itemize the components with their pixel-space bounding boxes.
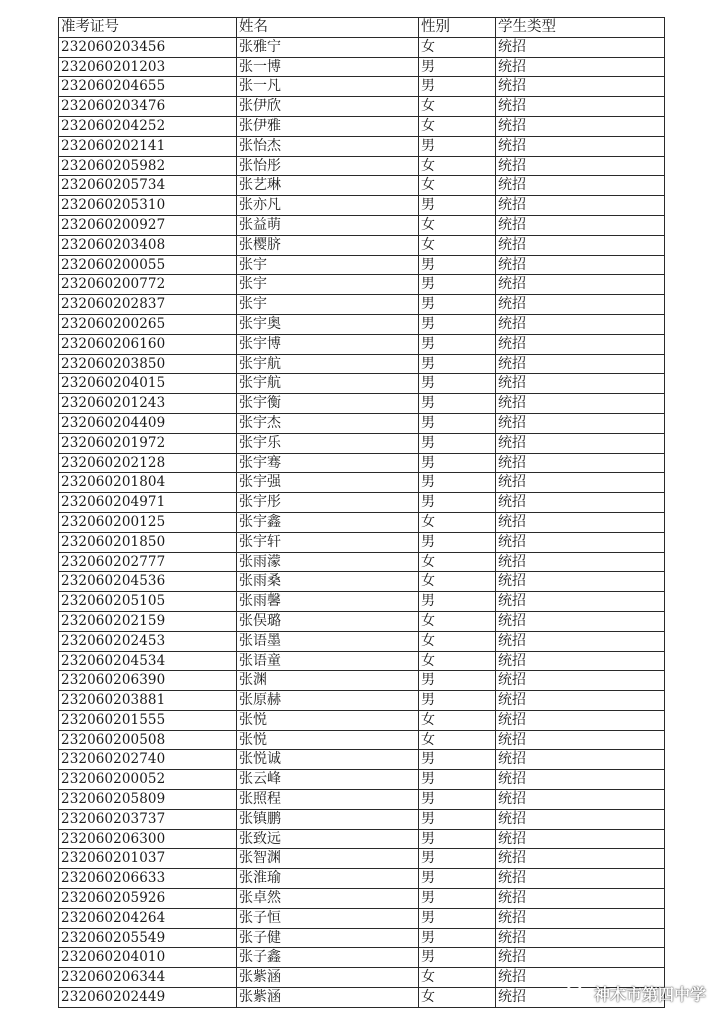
- header-name: 姓名: [237, 18, 419, 38]
- gender-cell: 女: [419, 968, 496, 988]
- name-cell: 张宇乐: [237, 433, 419, 453]
- exam-number-cell: 232060200265: [59, 314, 237, 334]
- student-type-cell: 统招: [496, 611, 665, 631]
- name-cell: 张子鑫: [237, 948, 419, 968]
- student-type-cell: 统招: [496, 869, 665, 889]
- name-cell: 张宇杰: [237, 413, 419, 433]
- exam-number-cell: 232060205926: [59, 889, 237, 909]
- student-type-cell: 统招: [496, 790, 665, 810]
- gender-cell: 男: [419, 493, 496, 513]
- exam-roster-sheet: [58, 17, 664, 1008]
- name-cell: 张渊: [237, 671, 419, 691]
- name-cell: 张雨濛: [237, 552, 419, 572]
- name-cell: 张原赫: [237, 691, 419, 711]
- exam-number-cell: 232060201850: [59, 532, 237, 552]
- exam-number-cell: 232060204655: [59, 77, 237, 97]
- table-row: [59, 651, 665, 671]
- student-type-cell: 统招: [496, 196, 665, 216]
- gender-cell: 男: [419, 908, 496, 928]
- gender-cell: 男: [419, 295, 496, 315]
- student-type-cell: 统招: [496, 394, 665, 414]
- gender-cell: 女: [419, 156, 496, 176]
- name-cell: 张宇博: [237, 334, 419, 354]
- exam-number-cell: 232060204534: [59, 651, 237, 671]
- exam-number-cell: 232060201037: [59, 849, 237, 869]
- name-cell: 张宇强: [237, 473, 419, 493]
- gender-cell: 男: [419, 354, 496, 374]
- exam-number-cell: 232060204252: [59, 116, 237, 136]
- table-row: [59, 948, 665, 968]
- table-row: [59, 592, 665, 612]
- name-cell: 张宇: [237, 275, 419, 295]
- exam-number-cell: 232060200508: [59, 730, 237, 750]
- table-row: [59, 176, 665, 196]
- exam-number-cell: 232060200927: [59, 215, 237, 235]
- table-row: [59, 611, 665, 631]
- table-row: [59, 908, 665, 928]
- student-type-cell: 统招: [496, 215, 665, 235]
- gender-cell: 男: [419, 275, 496, 295]
- table-row: [59, 196, 665, 216]
- table-row: [59, 928, 665, 948]
- exam-number-cell: 232060200125: [59, 512, 237, 532]
- name-cell: 张一凡: [237, 77, 419, 97]
- exam-number-cell: 232060202141: [59, 136, 237, 156]
- exam-number-cell: 232060202740: [59, 750, 237, 770]
- student-type-cell: 统招: [496, 374, 665, 394]
- table-row: [59, 552, 665, 572]
- student-type-cell: 统招: [496, 829, 665, 849]
- gender-cell: 女: [419, 631, 496, 651]
- watermark-text: 神木市第四中学: [593, 985, 706, 1004]
- table-header-row: [59, 18, 665, 38]
- student-type-cell: 统招: [496, 255, 665, 275]
- name-cell: 张宇骞: [237, 453, 419, 473]
- gender-cell: 女: [419, 116, 496, 136]
- student-type-cell: 统招: [496, 532, 665, 552]
- name-cell: 张语童: [237, 651, 419, 671]
- name-cell: 张雅宁: [237, 37, 419, 57]
- table-row: [59, 334, 665, 354]
- table-row: [59, 314, 665, 334]
- student-type-cell: 统招: [496, 849, 665, 869]
- table-row: [59, 829, 665, 849]
- gender-cell: 男: [419, 790, 496, 810]
- student-type-cell: 统招: [496, 770, 665, 790]
- student-type-cell: 统招: [496, 730, 665, 750]
- exam-number-cell: 232060204536: [59, 572, 237, 592]
- gender-cell: 男: [419, 809, 496, 829]
- table-row: [59, 433, 665, 453]
- exam-number-cell: 232060202453: [59, 631, 237, 651]
- exam-number-cell: 232060206390: [59, 671, 237, 691]
- name-cell: 张伊欣: [237, 97, 419, 117]
- wechat-icon: [566, 984, 588, 1004]
- exam-number-cell: 232060201203: [59, 57, 237, 77]
- table-row: [59, 770, 665, 790]
- name-cell: 张宇轩: [237, 532, 419, 552]
- table-row: [59, 849, 665, 869]
- student-type-cell: 统招: [496, 948, 665, 968]
- gender-cell: 男: [419, 136, 496, 156]
- exam-number-cell: 232060201804: [59, 473, 237, 493]
- name-cell: 张益萌: [237, 215, 419, 235]
- table-row: [59, 671, 665, 691]
- table-row: [59, 473, 665, 493]
- watermark: [566, 982, 706, 1005]
- exam-number-cell: 232060204010: [59, 948, 237, 968]
- name-cell: 张卓然: [237, 889, 419, 909]
- exam-number-cell: 232060202449: [59, 988, 237, 1008]
- exam-number-cell: 232060203737: [59, 809, 237, 829]
- gender-cell: 女: [419, 988, 496, 1008]
- gender-cell: 女: [419, 730, 496, 750]
- table-row: [59, 215, 665, 235]
- name-cell: 张子恒: [237, 908, 419, 928]
- table-row: [59, 37, 665, 57]
- table-row: [59, 275, 665, 295]
- gender-cell: 男: [419, 770, 496, 790]
- exam-number-cell: 232060206300: [59, 829, 237, 849]
- gender-cell: 男: [419, 948, 496, 968]
- name-cell: 张伊雅: [237, 116, 419, 136]
- name-cell: 张宇彤: [237, 493, 419, 513]
- student-type-cell: 统招: [496, 473, 665, 493]
- student-type-cell: 统招: [496, 235, 665, 255]
- gender-cell: 男: [419, 750, 496, 770]
- gender-cell: 男: [419, 532, 496, 552]
- gender-cell: 女: [419, 235, 496, 255]
- table-row: [59, 295, 665, 315]
- gender-cell: 男: [419, 255, 496, 275]
- student-type-cell: 统招: [496, 968, 665, 988]
- student-list-table: [58, 17, 665, 1008]
- table-row: [59, 77, 665, 97]
- student-type-cell: 统招: [496, 809, 665, 829]
- student-type-cell: 统招: [496, 552, 665, 572]
- gender-cell: 女: [419, 176, 496, 196]
- exam-number-cell: 232060201555: [59, 710, 237, 730]
- gender-cell: 男: [419, 928, 496, 948]
- gender-cell: 男: [419, 57, 496, 77]
- name-cell: 张宇鑫: [237, 512, 419, 532]
- name-cell: 张照程: [237, 790, 419, 810]
- name-cell: 张艺琳: [237, 176, 419, 196]
- gender-cell: 女: [419, 651, 496, 671]
- gender-cell: 男: [419, 394, 496, 414]
- exam-number-cell: 232060202159: [59, 611, 237, 631]
- gender-cell: 男: [419, 374, 496, 394]
- table-row: [59, 374, 665, 394]
- student-type-cell: 统招: [496, 691, 665, 711]
- student-type-cell: 统招: [496, 37, 665, 57]
- student-type-cell: 统招: [496, 413, 665, 433]
- name-cell: 张悦诚: [237, 750, 419, 770]
- name-cell: 张子健: [237, 928, 419, 948]
- exam-number-cell: 232060204971: [59, 493, 237, 513]
- exam-number-cell: 232060200055: [59, 255, 237, 275]
- name-cell: 张宇奥: [237, 314, 419, 334]
- name-cell: 张紫涵: [237, 988, 419, 1008]
- exam-number-cell: 232060206344: [59, 968, 237, 988]
- gender-cell: 女: [419, 572, 496, 592]
- table-row: [59, 691, 665, 711]
- student-type-cell: 统招: [496, 750, 665, 770]
- student-type-cell: 统招: [496, 671, 665, 691]
- gender-cell: 男: [419, 691, 496, 711]
- student-type-cell: 统招: [496, 156, 665, 176]
- exam-number-cell: 232060204015: [59, 374, 237, 394]
- table-row: [59, 354, 665, 374]
- table-row: [59, 790, 665, 810]
- header-student-type: 学生类型: [496, 18, 665, 38]
- student-type-cell: 统招: [496, 57, 665, 77]
- gender-cell: 男: [419, 314, 496, 334]
- name-cell: 张智渊: [237, 849, 419, 869]
- student-type-cell: 统招: [496, 97, 665, 117]
- student-type-cell: 统招: [496, 928, 665, 948]
- table-row: [59, 532, 665, 552]
- name-cell: 张镇鹏: [237, 809, 419, 829]
- name-cell: 张云峰: [237, 770, 419, 790]
- header-gender: 性别: [419, 18, 496, 38]
- table-row: [59, 730, 665, 750]
- table-row: [59, 869, 665, 889]
- gender-cell: 男: [419, 889, 496, 909]
- table-row: [59, 235, 665, 255]
- exam-number-cell: 232060200052: [59, 770, 237, 790]
- student-type-cell: 统招: [496, 136, 665, 156]
- student-type-cell: 统招: [496, 116, 665, 136]
- table-row: [59, 136, 665, 156]
- name-cell: 张宇航: [237, 354, 419, 374]
- exam-number-cell: 232060203476: [59, 97, 237, 117]
- table-row: [59, 255, 665, 275]
- gender-cell: 女: [419, 512, 496, 532]
- name-cell: 张雨桑: [237, 572, 419, 592]
- name-cell: 张俣璐: [237, 611, 419, 631]
- gender-cell: 女: [419, 552, 496, 572]
- exam-number-cell: 232060202128: [59, 453, 237, 473]
- gender-cell: 女: [419, 611, 496, 631]
- gender-cell: 男: [419, 413, 496, 433]
- exam-number-cell: 232060205549: [59, 928, 237, 948]
- student-type-cell: 统招: [496, 512, 665, 532]
- exam-number-cell: 232060205982: [59, 156, 237, 176]
- gender-cell: 男: [419, 473, 496, 493]
- exam-number-cell: 232060202837: [59, 295, 237, 315]
- student-type-cell: 统招: [496, 651, 665, 671]
- gender-cell: 女: [419, 710, 496, 730]
- gender-cell: 男: [419, 196, 496, 216]
- student-type-cell: 统招: [496, 592, 665, 612]
- exam-number-cell: 232060205310: [59, 196, 237, 216]
- name-cell: 张亦凡: [237, 196, 419, 216]
- student-type-cell: 统招: [496, 988, 665, 1008]
- table-row: [59, 512, 665, 532]
- name-cell: 张致远: [237, 829, 419, 849]
- gender-cell: 男: [419, 592, 496, 612]
- student-type-cell: 统招: [496, 493, 665, 513]
- student-type-cell: 统招: [496, 453, 665, 473]
- exam-number-cell: 232060204409: [59, 413, 237, 433]
- exam-number-cell: 232060201972: [59, 433, 237, 453]
- exam-number-cell: 232060205734: [59, 176, 237, 196]
- gender-cell: 女: [419, 97, 496, 117]
- name-cell: 张悦: [237, 710, 419, 730]
- table-row: [59, 116, 665, 136]
- gender-cell: 男: [419, 433, 496, 453]
- exam-number-cell: 232060203850: [59, 354, 237, 374]
- table-row: [59, 97, 665, 117]
- gender-cell: 男: [419, 77, 496, 97]
- table-row: [59, 493, 665, 513]
- name-cell: 张怡彤: [237, 156, 419, 176]
- name-cell: 张一博: [237, 57, 419, 77]
- name-cell: 张紫涵: [237, 968, 419, 988]
- name-cell: 张樱脐: [237, 235, 419, 255]
- student-type-cell: 统招: [496, 275, 665, 295]
- table-row: [59, 156, 665, 176]
- student-type-cell: 统招: [496, 433, 665, 453]
- table-row: [59, 809, 665, 829]
- exam-number-cell: 232060206160: [59, 334, 237, 354]
- name-cell: 张宇: [237, 295, 419, 315]
- student-type-cell: 统招: [496, 334, 665, 354]
- name-cell: 张雨馨: [237, 592, 419, 612]
- gender-cell: 男: [419, 829, 496, 849]
- table-row: [59, 394, 665, 414]
- gender-cell: 女: [419, 37, 496, 57]
- table-row: [59, 631, 665, 651]
- student-type-cell: 统招: [496, 354, 665, 374]
- student-type-cell: 统招: [496, 176, 665, 196]
- exam-number-cell: 232060202777: [59, 552, 237, 572]
- table-body: [59, 37, 665, 1007]
- gender-cell: 男: [419, 334, 496, 354]
- exam-number-cell: 232060203881: [59, 691, 237, 711]
- name-cell: 张怡杰: [237, 136, 419, 156]
- student-type-cell: 统招: [496, 889, 665, 909]
- student-type-cell: 统招: [496, 631, 665, 651]
- student-type-cell: 统招: [496, 295, 665, 315]
- exam-number-cell: 232060204264: [59, 908, 237, 928]
- name-cell: 张宇衡: [237, 394, 419, 414]
- student-type-cell: 统招: [496, 77, 665, 97]
- table-row: [59, 57, 665, 77]
- table-row: [59, 889, 665, 909]
- student-type-cell: 统招: [496, 314, 665, 334]
- name-cell: 张语墨: [237, 631, 419, 651]
- name-cell: 张宇: [237, 255, 419, 275]
- student-type-cell: 统招: [496, 710, 665, 730]
- exam-number-cell: 232060205809: [59, 790, 237, 810]
- name-cell: 张淮瑜: [237, 869, 419, 889]
- table-row: [59, 453, 665, 473]
- gender-cell: 男: [419, 849, 496, 869]
- exam-number-cell: 232060205105: [59, 592, 237, 612]
- exam-number-cell: 232060201243: [59, 394, 237, 414]
- table-row: [59, 710, 665, 730]
- table-row: [59, 413, 665, 433]
- exam-number-cell: 232060203456: [59, 37, 237, 57]
- table-row: [59, 750, 665, 770]
- gender-cell: 女: [419, 215, 496, 235]
- gender-cell: 男: [419, 869, 496, 889]
- gender-cell: 男: [419, 671, 496, 691]
- name-cell: 张悦: [237, 730, 419, 750]
- exam-number-cell: 232060200772: [59, 275, 237, 295]
- student-type-cell: 统招: [496, 572, 665, 592]
- exam-number-cell: 232060203408: [59, 235, 237, 255]
- table-row: [59, 572, 665, 592]
- name-cell: 张宇航: [237, 374, 419, 394]
- student-type-cell: 统招: [496, 908, 665, 928]
- header-exam-number: 准考证号: [59, 18, 237, 38]
- exam-number-cell: 232060206633: [59, 869, 237, 889]
- gender-cell: 男: [419, 453, 496, 473]
